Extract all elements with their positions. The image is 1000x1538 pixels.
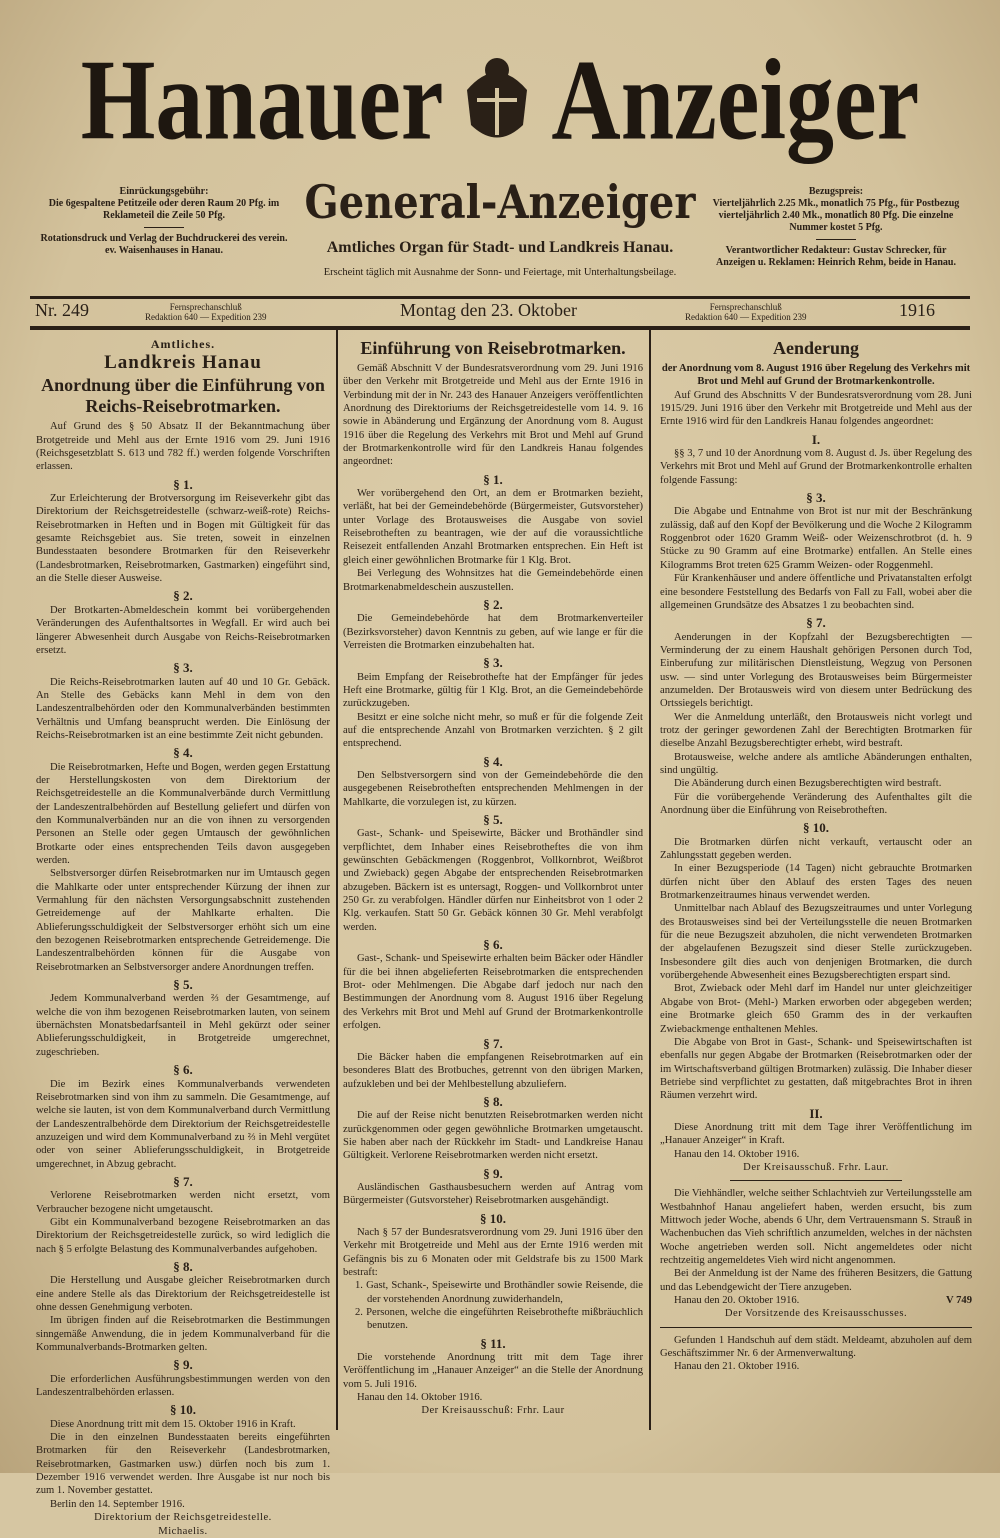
paragraph: Die Brotmarken dürfen nicht verkauft, vertauscht oder an Zahlungsstatt gegeben werden.: [660, 836, 972, 862]
phone-left-numbers: Redaktion 640 — Expedition 239: [145, 312, 267, 322]
paragraph: Zur Erleichterung der Brotversorgung im Reiseverkehr gibt das Direktorium der Reichsgetreidestelle (schwarz-weiß-rote) Reichs-Reisebrotmarken in Heften und in Bogen mit Gültigkeit für das gesamte Reichsgebiet aus. Sie treten, soweit in einzelnen Bundesstaaten besondere Brotmarken für den Reiseverkehr (Landesbrotmarken, Reisebrotmarken, Gastmarken) eingeführt sind, an die Stelle dieser Ausweise.: [36, 493, 330, 585]
signature: Michaelis.: [158, 1525, 208, 1537]
paragraph: Den Selbstversorgern sind von der Gemeindebehörde die den ausgegebenen Reisebrotheften entsprechenden Mehlmengen in der Mahlkarte, die vorzulegen ist, zu kürzen.: [343, 769, 643, 808]
phone-right-label: Fernsprechanschluß: [709, 302, 782, 312]
paragraph: §§ 3, 7 und 10 der Anordnung vom 8. August d. Js. über Regelung des Verkehrs mit Brot und Mehl auf Grund der Brotmarkenkontrolle erhalten folgende Fassung:: [660, 448, 972, 486]
article-title: Aenderung: [772, 338, 859, 358]
paragraph: Nach § 57 der Bundesratsverordnung vom 29. Juni 1916 über den Verkehr mit Brotgetreide und Mehl aus der Ernte 1916 werden mit Gefängnis bis zu 6 Monaten oder mit Geldstrafe bis zu 1500 Mark bestraft:: [343, 1226, 643, 1278]
paragraph: Die Reisebrotmarken, Hefte und Bogen, werden gegen Erstattung der Herstellungskosten von dem Direktorium der Reichsgetreidestelle an die Kommunalverbände durch Vermittlung der Landeszentralbehörden auf Bestellung geliefert und dürfen von den Kommunalverbänden nur an die von ihnen zu versorgenden Personen an Stelle oder gegen Umtausch der gewöhnlichen Brotkarte oder eines entsprechenden Teils davon ausgegeben werden.: [36, 761, 330, 866]
ad-rates: Die 6gespaltene Petitzeile oder deren Raum 20 Pfg. im Reklameteil die Zeile 50 Pfg.: [48, 198, 280, 221]
subtitle: General-Anzeiger: [304, 175, 696, 230]
date-line: [660, 1294, 972, 1307]
issue-number: Nr. 249: [35, 300, 89, 320]
subscription-heading: Bezugspreis:: [808, 186, 864, 197]
paragraph: Gibt ein Kommunalverband bezogene Reisebrotmarken an das Direktorium der Reichsgetreidestelle zurück, so wird lediglich die nach § 5 erfolgte Belastung des Kommunalverbandes aufgehoben.: [36, 1216, 330, 1255]
phone-right-numbers: Redaktion 640 — Expedition 239: [685, 312, 807, 322]
ad-rates-box: [38, 186, 290, 257]
phone-left: [145, 302, 267, 322]
divider: [730, 1180, 902, 1181]
paragraph-number: § 8.: [483, 1093, 503, 1109]
paragraph: Die Abgabe und Entnahme von Brot ist nur mit der Beschränkung zulässig, daß auf den Kopf der Bevölkerung und die Woche 2 Kilogramm Roggenbrot oder 1620 Gramm Weiß- oder Weizenschrotbrot (d. h. 9 Stücke zu 90 Gramm auf eine Brotmarke) entfallen. An Stelle eines Kilogramms Brot treten 625 Gramm Weizen- oder Roggenmehl.: [660, 506, 972, 571]
paragraph-number: § 8.: [173, 1258, 193, 1274]
list-item: 2. Personen, welche die eingeführten Reisebrothefte mißbräuchlich benutzen.: [355, 1307, 643, 1332]
official-organ: Amtliches Organ für Stadt- und Landkreis Hanau.: [326, 239, 674, 256]
phone-left-label: Fernsprechanschluß: [169, 302, 242, 312]
paragraph: Die Viehhändler, welche seither Schlachtvieh zur Verteilungsstelle am Westbahnhof Hanau angeliefert haben, werden ersucht, bis zum Mittwoch jeder Woche, abends 6 Uhr, dem Vertrauensmann S. Strauß in Wachenbuchen das Vieh schriftlich anzumelden, welches in der nächsten Woche angetrieben werden soll. Nicht angemeldetes oder nicht rechtzeitig angemeldetes Vieh wird nicht angenommen.: [660, 1188, 972, 1266]
paragraph: Gast-, Schank- und Speisewirte erhalten beim Bäcker oder Händler für die bei ihnen abgelieferten Reisebrotmarken die entsprechenden Brot- oder Mehlmengen. Die Abgabe darf jedoch nur nach den Bestimmungen der Anordnung vom 8. August 1916 über Regelung des Verkehrs mit Brot und Mehl auf Grund der Brotmarkenkontrolle erfolgen.: [343, 953, 643, 1032]
coat-of-arms-icon: [457, 50, 537, 150]
paragraph-number: § 3.: [483, 655, 503, 671]
paragraph: Die Bäcker haben die empfangenen Reisebrotmarken auf ein besonderes Blatt des Brotbuches, getrennt von den übrigen Marken, aufzukleben und bei der Mehlbestellung abzuliefern.: [343, 1051, 643, 1090]
paragraph: Gefunden 1 Handschuh auf dem städt. Meldeamt, abzuholen auf dem Geschäftszimmer Nr. 6 der Armenverwaltung.: [660, 1334, 972, 1360]
signature: Der Kreisausschuß. Frhr. Laur.: [743, 1161, 889, 1173]
paragraph: Auf Grund des § 50 Absatz II der Bekanntmachung über Brotgetreide und Mehl aus der Ernte 1916 vom 29. Juni 1916 (Reichsgesetzblatt S. 613 und 782 ff.) werden folgende Vorschriften erlassen.: [36, 421, 330, 473]
paragraph-number: § 4.: [173, 745, 193, 761]
paragraph: Diese Anordnung tritt mit dem 15. Oktober 1916 in Kraft.: [50, 1418, 296, 1430]
paragraph: Wer vorübergehend den Ort, an dem er Brotmarken bezieht, verläßt, hat bei der Gemeindebehörde (Bürgermeister, Gutsvorsteher) unter Vorlage des Brotausweises die Ausgabe von soviel Reisebrotheften zu beantragen, wie der auf die voraussichtliche Reisezeit entfallenden Anzahl Brotmarken entsprechen. Ein Heft ist gleich einer gewöhnlichen Brotmarke für 1 Klg. Brot.: [343, 488, 643, 566]
masthead-title: [20, 35, 980, 165]
signature: Der Vorsitzende des Kreisausschusses.: [724, 1308, 908, 1320]
paragraph-number: § 7.: [806, 615, 826, 631]
reference-number: V 749: [946, 1295, 972, 1307]
paragraph: Jedem Kommunalverband werden ⅔ der Gesamtmenge, auf welche die von ihm bezogenen Reisebrotmarken lauten, von seinem übernächsten Monatsbedarfsanteil in Mehl gekürzt oder seiner Ablieferungsschuldigkeit, in Brotgetreide umgerechnet, zugeschrieben.: [36, 993, 330, 1058]
column-2: [343, 338, 643, 1418]
paragraph-number: § 10.: [170, 1402, 196, 1418]
paragraph-number: § 10.: [803, 820, 829, 836]
paragraph-number: § 9.: [483, 1165, 503, 1181]
paragraph-number: § 6.: [173, 1062, 193, 1078]
printer-info: Rotationsdruck und Verlag der Buchdruckerei des verein. ev. Waisenhauses in Hanau.: [40, 233, 288, 256]
paragraph: Verlorene Reisebrotmarken werden nicht ersetzt, vom Verbraucher bezogene nicht umgetauscht.: [36, 1190, 330, 1215]
paragraph: Gast-, Schank- und Speisewirte, Bäcker und Brothändler sind verpflichtet, dem Inhaber eines Reisebrotheftes die von ihm gewünschten Gebäckmengen (Roggenbrot, Vollkornbrot, Weißbrot und Zwieback) gegen Abgabe der entsprechenden Reisebrotmarken abzugeben. Bäckern ist es untersagt, Roggen- und Vollkornbrot unter 250 Gr. zu verabfolgen. Händler dürfen nur Einheitsbrot von 1 oder 2 Klg. verkaufen. Statt 50 Gr. Gebäck können 30 Gr. Mehl verabfolgt werden.: [343, 828, 643, 933]
paragraph-number: § 11.: [480, 1335, 506, 1351]
paragraph: Beim Empfang der Reisebrothefte hat der Empfänger für jedes Heft eine Brotmarke, gültig für 1 Klg. Brot, an die Gemeindebehörde zurückzugeben.: [343, 671, 643, 710]
paragraph-number: § 5.: [173, 977, 193, 993]
paragraph: Der Brotkarten-Abmeldeschein kommt bei vorübergehenden Veränderungen des Aufenthaltsortes in Wegfall. Er wird auch bei längerer Abwesenheit durch Ausgabe von Reichs-Reisebrotmarken ersetzt.: [36, 604, 330, 656]
paragraph-number: § 2.: [173, 588, 193, 604]
paragraph: Hanau den 14. Oktober 1916.: [357, 1392, 483, 1404]
paragraph: Unmittelbar nach Ablauf des Bezugszeitraumes und unter Vorlegung des Brotausweises sind bei der Verteilungsstelle die neuen Brotmarken für die neue Bezugszeit abzuholen, die nicht verwendeten Brotmarken der abgelaufenen Bezugszeit sind dieser Stelle zurückzugeben. Insbesondere gilt dies auch von denjenigen Brotmarken, die durch vorübergehende Abwesenheit eines Bezugsberechtigten erspart sind.: [660, 903, 972, 982]
title-hanauer: Hanauer: [80, 35, 444, 164]
paragraph: Diese Anordnung tritt mit dem Tage ihrer Veröffentlichung im „Hanauer Anzeiger“ in Kraft.: [660, 1121, 972, 1147]
subscription-box: [710, 186, 962, 269]
list-item: 1. Gast, Schank-, Speisewirte und Brothändler sowie Reisende, die der vorstehenden Anordnung zuwiderhandeln,: [355, 1280, 643, 1305]
paragraph: Bei Verlegung des Wohnsitzes hat die Gemeindebehörde einen Brotmarkenabmeldeschein auszustellen.: [343, 568, 643, 593]
paragraph: Auf Grund des Abschnitts V der Bundesratsverordnung vom 28. Juni 1915/29. Juni 1916 über den Verkehr mit Brotgetreide und Mehl aus der Ernte 1916 wird für den Landkreis Hanau folgendes angeordnet:: [660, 389, 972, 428]
column-1: [36, 338, 330, 1538]
paragraph: Gemäß Abschnitt V der Bundesratsverordnung vom 29. Juni 1916 über den Verkehr mit Brotgetreide und Mehl aus der Ernte 1916 in Verbindung mit der in Nr. 243 des Hanauer Anzeigers veröffentlichten Anordnung des Direktoriums der Reichsgetreidestelle vom 14. 9. 16 sowie in Abänderung und Ergänzung der Anordnung vom 8. August 1916 über die Regelung des Verkehrs mit Brot und Mehl auf Grund der Brotmarkenkontrolle wird für den Landkreis Hanau folgendes angeordnet:: [343, 363, 643, 468]
column-divider: [649, 330, 651, 1430]
paragraph: Bei der Anmeldung ist der Name des früheren Besitzers, die Gattung und das Lebendgewicht der Tiere anzugeben.: [660, 1268, 972, 1293]
paragraph: Die Abänderung durch einen Bezugsberechtigten wird bestraft.: [674, 778, 942, 790]
paragraph: Im übrigen finden auf die Reisebrotmarken die Bestimmungen sinngemäße Anwendung, die in jedem Kommunalverband für die Kommunalverbands-Brotmarken gelten.: [36, 1315, 330, 1354]
paragraph: Die im Bezirk eines Kommunalverbands verwendeten Reisebrotmarken sind von ihm zu sammeln. Die Gesamtmenge, auf welche sie lauten, ist von dem Kommunalverband durch Vermittlung der Landeszentralbehörde dem Direktorium der Reichsgetreidestelle anzuzeigen und wird dem Kommunalverband zu ⅔ in Mehl vergütet oder von seiner Ablieferungsschuldigkeit, in Brotgetreide umgerechnet, in Abzug gebracht.: [36, 1078, 330, 1170]
top-rule: [30, 296, 970, 299]
divider: [660, 1327, 972, 1328]
editor-info: Verantwortlicher Redakteur: Gustav Schrecker, für Anzeigen u. Reklamen: Heinrich Rehm, beide in Hanau.: [715, 245, 956, 268]
paragraph-number: § 7.: [483, 1035, 503, 1051]
paragraph-number: § 1.: [173, 476, 193, 492]
dateline-rule: [30, 326, 970, 330]
paragraph-number: § 2.: [483, 596, 503, 612]
paragraph-number: § 3.: [806, 490, 826, 506]
dateline: [35, 300, 965, 322]
paragraph-number: § 3.: [173, 660, 193, 676]
paragraph-number: § 5.: [483, 812, 503, 827]
paragraph: Brot, Zwieback oder Mehl darf im Handel nur unter gleichzeitiger Abgabe von Brot- (Mehl-) Marken erworben oder abgegeben werden; eine Brotmarke gleich 650 Gramm des in der verkauften Zwiebackmenge enthaltenen Mehles.: [660, 983, 972, 1035]
paragraph: Aenderungen in der Kopfzahl der Bezugsberechtigten — Verminderung der zu einem Haushalt gehörigen Personen durch Tod, Einberufung zur militärischen Dienstleistung, Wegzug von Personen usw. — sind unter Vorlegung des Brotausweises beim Bürgermeister anzumelden. Der Brotausweis wird von diesem unter Bedrückung des Ortssiegels berichtigt.: [660, 631, 972, 710]
signature: Direktorium der Reichsgetreidestelle.: [94, 1512, 272, 1524]
paragraph: Die Gemeindebehörde hat dem Brotmarkenverteiler (Bezirksvorsteher) davon Kenntnis zu geben, auf wie lange er für die Verreisten die Brotmarken einzubehalten hat.: [343, 613, 643, 651]
publication-note: Erscheint täglich mit Ausnahme der Sonn- und Feiertage, mit Unterhaltungsbeilage.: [323, 267, 677, 278]
paragraph: Die vorstehende Anordnung tritt mit dem Tage ihrer Veröffentlichung im „Hanauer Anzeiger“ an die Stelle der Anordnung vom 5. Juli 1916.: [343, 1352, 643, 1390]
paragraph: Die Reichs-Reisebrotmarken lauten auf 40 und 10 Gr. Gebäck. An Stelle des Gebäcks kann Mehl in dem von den Landeszentralbehörden oder den Kommunalverbänden bestimmten Verhältnis und Umfang beansprucht werden. Die Einlösung der Reichs-Reisebrotmarken ist an eine bestimmte Zeit nicht gebunden.: [36, 676, 330, 741]
paragraph-number: I.: [811, 431, 821, 447]
divider: [144, 227, 184, 228]
section-kicker: Amtliches.: [150, 337, 216, 351]
subscription-price: Vierteljährlich 2.25 Mk., monatlich 75 Pfg., für Postbezug vierteljährlich 2.40 Mk., monatlich 80 Pfg. Die einzelne Nummer kostet 5 Pfg.: [712, 198, 960, 233]
paragraph-number: § 10.: [480, 1210, 506, 1226]
issue-year: 1916: [899, 300, 935, 320]
paragraph-number: § 6.: [483, 937, 503, 953]
ad-rates-heading: Einrückungsgebühr:: [119, 186, 209, 197]
paragraph: In einer Bezugsperiode (14 Tagen) nicht gebrauchte Brotmarken dürfen nicht über den Ablauf des ersten Tages des neuen Brotmarkenzeitraumes hinaus verwendet werden.: [660, 863, 972, 902]
column-3: [660, 338, 972, 1374]
title-anzeiger: Anzeiger: [551, 35, 920, 164]
paragraph: Hanau den 21. Oktober 1916.: [674, 1361, 800, 1373]
paragraph: Für die vorübergehende Veränderung des Aufenthaltes gilt die Anordnung über die Einführung von Reisebrotheften.: [660, 791, 972, 816]
paragraph: Die Abgabe von Brot in Gast-, Schank- und Speisewirtschaften ist ebenfalls nur gegen Abgabe der Brotmarken (Reisebrotmarken oder der im Wirtschaftsverband gültigen Brotmarken) zulässig. Die Inhaber dieser Betriebe sind verpflichtet zu gestatten, daß mitgebrachtes Brot in ihren Räumen verzehrt wird.: [660, 1036, 972, 1102]
paragraph: Brotausweise, welche andere als amtliche Abänderungen enthalten, sind ungültig.: [660, 751, 972, 776]
article-title: Anordnung über die Einführung von Reichs-Reisebrotmarken.: [41, 375, 325, 417]
paragraph: Berlin den 14. September 1916.: [50, 1498, 185, 1510]
phone-right: [685, 302, 807, 322]
paragraph-number: § 9.: [173, 1357, 193, 1373]
article-title: Einführung von Reisebrotmarken.: [360, 338, 626, 358]
paragraph: Für Krankenhäuser und andere öffentliche und Privatanstalten erfolgt eine besondere Feststellung des Bedarfs von Fall zu Fall, wobei aber die allgemeinen Grundsätze des Absatzes 1 zu beobachten sind.: [660, 573, 972, 611]
column-divider: [336, 330, 338, 1430]
paragraph-number: II.: [809, 1105, 823, 1121]
paragraph: Die Herstellung und Ausgabe gleicher Reisebrotmarken durch eine andere Stelle als das Direktorium der Reichsgetreidestelle ist ohne dessen Genehmigung verboten.: [36, 1275, 330, 1313]
paragraph: Besitzt er eine solche nicht mehr, so muß er für die folgende Zeit auf die entsprechende Anzahl von Brotmarken verzichten. § 2 gilt entsprechend.: [343, 711, 643, 750]
paragraph: Hanau den 14. Oktober 1916.: [674, 1148, 800, 1160]
section-heading: Landkreis Hanau: [104, 352, 262, 374]
paragraph: Die in den einzelnen Bundesstaaten bereits eingeführten Brotmarken für den Reiseverkehr (Landesbrotmarken, Reisebrotmarken, Gastmarken usw.) dürfen noch bis zum 1. Dezember 1916 verwendet werden. Ihre Ausgabe ist nur noch bis zum 1. November gestattet.: [36, 1432, 330, 1497]
paragraph: Die erforderlichen Ausführungsbestimmungen werden von den Landeszentralbehörden erlassen.: [36, 1373, 330, 1399]
paragraph: Selbstversorger dürfen Reisebrotmarken nur im Umtausch gegen die Mahlkarte oder unter entsprechender Kürzung der ihnen zur Vermahlung für den nächsten Versorgungsabschnitt zustehenden Getreidemenge auf der Mahlkarte erhalten. Die Ablieferungsschuldigkeit der Selbstversorger erhöht sich um eine den bezogenen Reisebrotmarken entsprechende Getreidemenge. Die Landeszentralbehörden können für die Ausgabe von Reisebrotmarken an Selbstversorger andere Anordnungen treffen.: [36, 868, 330, 973]
paragraph: Wer die Anmeldung unterläßt, den Brotausweis nicht vorlegt und trotz der geringer gewordenen Zahl der Berechtigten Brotmarken für dieselbe Anzahl Bezugsberechtigter erhebt, wird bestraft.: [660, 711, 972, 750]
paragraph-number: § 1.: [483, 471, 503, 487]
article-subtitle: der Anordnung vom 8. August 1916 über Regelung des Verkehrs mit Brot und Mehl auf Grund der Brotmarkenkontrolle.: [661, 363, 971, 388]
issue-date: Montag den 23. Oktober: [400, 300, 577, 320]
paragraph-number: § 4.: [483, 753, 503, 769]
signature: Der Kreisausschuß: Frhr. Laur: [421, 1405, 565, 1417]
divider: [816, 239, 856, 240]
paragraph: Ausländischen Gasthausbesuchern werden auf Antrag vom Bürgermeister (Gutsvorsteher) Reisebrotmarken ausgehändigt.: [343, 1181, 643, 1207]
date: Hanau den 20. Oktober 1916.: [674, 1295, 800, 1307]
paragraph: Die auf der Reise nicht benutzten Reisebrotmarken werden nicht zurückgenommen oder gegen gewöhnliche Brotmarken umgetauscht. Sie haben aber nach der Rückkehr im Stadt- und Landkreise Hanau Gültigkeit. Verlorene Reisebrotmarken werden nicht ersetzt.: [343, 1110, 643, 1162]
paragraph-number: § 7.: [173, 1173, 193, 1189]
